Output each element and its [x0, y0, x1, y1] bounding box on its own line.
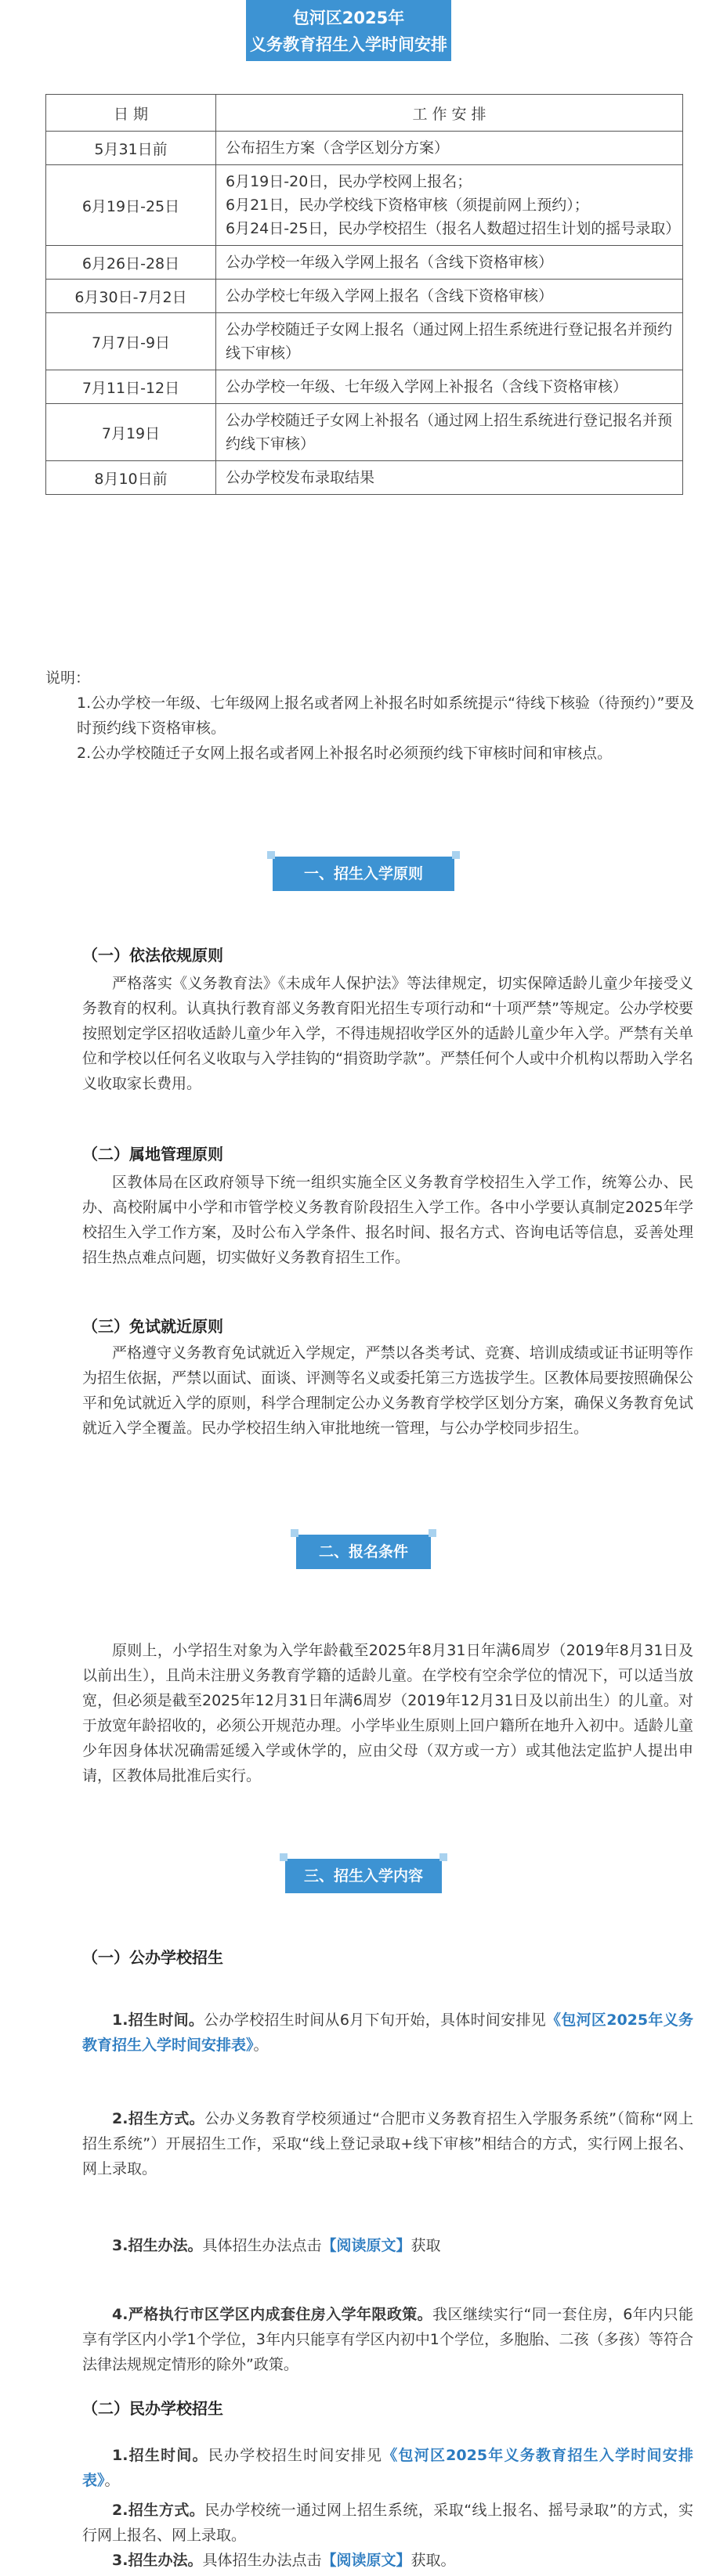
schedule-work	[216, 165, 683, 246]
link-schedule-public[interactable]: 《包河区2025年义务教育招生入学时间安排表》	[82, 2011, 693, 2054]
label-private-time: 1.招生时间。	[112, 2447, 208, 2464]
schedule-date: 6月30日-7月2日	[46, 280, 216, 313]
label-private-method: 2.招生方式。	[112, 2502, 205, 2519]
schedule-work	[216, 132, 683, 165]
text-public-housing: 我区继续实行“同一套住房，6年内只能享有学区内小学1个学位，3年内只能享有学区内初中1个学位，多胞胎、二孩（多孩）等符合法律法规规定情形的除外”政策。	[82, 2306, 693, 2373]
table-row	[46, 404, 683, 461]
schedule-work-line: 公办学校一年级、七年级入学网上补报名（含线下资格审核）	[226, 378, 628, 395]
table-row	[46, 461, 683, 495]
paragraph-public-method	[82, 2106, 693, 2181]
subheading-private: （二）民办学校招生	[82, 2399, 223, 2418]
schedule-date: 6月19日-25日	[46, 165, 216, 246]
title-line-1: 包河区2025年	[292, 9, 405, 27]
schedule-work	[216, 313, 683, 370]
page-title-banner	[246, 0, 451, 81]
section-tag-eligibility: 二、报名条件	[296, 1535, 431, 1569]
label-public-method: 2.招生方式。	[112, 2110, 205, 2127]
table-row	[46, 165, 683, 246]
text-private-time: 民办学校招生时间安排见	[208, 2447, 383, 2464]
header-date: 日 期	[46, 95, 216, 132]
paragraph-exam-free: 严格遵守义务教育免试就近入学规定，严禁以各类考试、竞赛、培训成绩或证书证明等作为招生依据，严禁以面试、面谈、评测等名义或委托第三方选拔学生。区教体局要按照确保公平和免试就近入学的原则，科学合理制定公办义务教育学校学区划分方案，确保义务教育免试就近入学全覆盖。民办学校招生纳入审批地统一管理，与公办学校同步招生。	[82, 1344, 693, 1437]
schedule-work-line: 公办学校一年级入学网上报名（含线下资格审核）	[226, 254, 554, 271]
paragraph-private-method	[82, 2498, 693, 2548]
header-work: 工 作 安 排	[216, 95, 683, 132]
table-row	[46, 132, 683, 165]
table-row	[46, 370, 683, 404]
note-item-1: 1.公办学校一年级、七年级网上报名或者网上补报名时如系统提示“待线下核验（待预约）”要及时预约线下资格审核。	[77, 695, 695, 737]
subheading-exam-free: （三）免试就近原则	[82, 1317, 223, 1336]
paragraph-territorial: 区教体局在区政府领导下统一组织实施全区义务教育学校招生入学工作，统筹公办、民办、高校附属中小学和市管学校义务教育阶段招生入学工作。各中小学要认真制定2025年学校招生入学工作方案，及时公布入学条件、报名时间、报名方式、咨询电话等信息，妥善处理招生热点难点问题，切实做好义务教育招生工作。	[82, 1174, 693, 1266]
schedule-date: 5月31日前	[46, 132, 216, 165]
label-public-rules: 3.招生办法。	[112, 2237, 203, 2254]
schedule-work	[216, 404, 683, 461]
notes-heading: 说明：	[45, 669, 91, 687]
end-private-rules: 获取。	[411, 2552, 456, 2569]
schedule-body	[46, 132, 683, 495]
end-private-time: 。	[104, 2472, 120, 2489]
schedule-work-line: 公布招生方案（含学区划分方案）	[226, 139, 450, 157]
paragraph-public-time	[82, 2008, 693, 2058]
schedule-table	[45, 94, 683, 495]
text-public-time: 公办学校招生时间从6月下旬开始，具体时间安排见	[204, 2011, 547, 2029]
text-public-method: 公办义务教育学校须通过“合肥市义务教育招生入学服务系统”（简称“网上招生系统”）开展招生工作，采取“线上登记录取+线下审核”相结合的方式，实行网上报名、网上录取。	[82, 2110, 693, 2177]
paragraph-law: 严格落实《义务教育法》《未成年人保护法》等法律规定，切实保障适龄儿童少年接受义务教育的权利。认真执行教育部义务教育阳光招生专项行动和“十项严禁”等规定。公办学校要按照划定学区招收适龄儿童少年入学，不得违规招收学区外的适龄儿童少年入学。严禁有关单位和学校以任何名义收取与入学挂钩的“捐资助学款”。严禁任何个人或中介机构以帮助入学名义收取家长费用。	[82, 975, 693, 1092]
label-public-time: 1.招生时间。	[112, 2011, 204, 2029]
schedule-date: 7月11日-12日	[46, 370, 216, 404]
schedule-work	[216, 246, 683, 280]
text-private-rules: 具体招生办法点击	[202, 2552, 322, 2569]
paragraph-eligibility: 原则上，小学招生对象为入学年龄截至2025年8月31日年满6周岁（2019年8月31日及以前出生），且尚未注册义务教育学籍的适龄儿童。在学校有空余学位的情况下，可以适当放宽，但必须是截至2025年12月31日年满6周岁（2019年12月31日及以前出生）的儿童。对于放宽年龄招收的，必须公开规范办理。小学毕业生原则上回户籍所在地升入初中。适龄儿童少年因身体状况确需延缓入学或休学的，应由父母（双方或一方）或其他法定监护人提出申请，区教体局批准后实行。	[82, 1642, 693, 1784]
end-public-rules: 获取	[411, 2237, 441, 2254]
subheading-territorial: （二）属地管理原则	[82, 1145, 223, 1164]
text-private-method: 民办学校统一通过网上招生系统，采取“线上报名、摇号录取”的方式，实行网上报名、网上录取。	[82, 2502, 693, 2544]
section-tag-principles: 一、招生入学原则	[273, 857, 454, 891]
section-tag-content: 三、招生入学内容	[285, 1859, 442, 1893]
schedule-work-line: 公办学校随迁子女网上报名（通过网上招生系统进行登记报名并预约线下审核）	[226, 321, 673, 362]
note-item-2: 2.公办学校随迁子女网上报名或者网上补报名时必须预约线下审核时间和审核点。	[77, 745, 613, 762]
schedule-work-line: 公办学校七年级入学网上报名（含线下资格审核）	[226, 287, 554, 305]
label-public-housing: 4.严格执行市区学区内成套住房入学年限政策。	[112, 2306, 433, 2323]
label-private-rules: 3.招生办法。	[112, 2552, 203, 2569]
table-row	[46, 313, 683, 370]
schedule-date: 8月10日前	[46, 461, 216, 495]
end-public-time: 。	[253, 2037, 269, 2054]
link-schedule-private[interactable]: 《包河区2025年义务教育招生入学时间安排表》	[82, 2447, 693, 2489]
text-public-rules: 具体招生办法点击	[202, 2237, 322, 2254]
schedule-work-line: 公办学校发布录取结果	[226, 469, 375, 486]
schedule-date: 7月7日-9日	[46, 313, 216, 370]
schedule-work-line: 公办学校随迁子女网上补报名（通过网上招生系统进行登记报名并预约线下审核）	[226, 412, 673, 453]
link-read-original-public[interactable]: 【阅读原文】	[321, 2237, 411, 2254]
table-row	[46, 280, 683, 313]
schedule-work-line: 6月24日-25日，民办学校招生（报名人数超过招生计划的摇号录取）	[226, 220, 681, 237]
subheading-law: （一）依法依规原则	[82, 946, 223, 965]
schedule-date: 6月26日-28日	[46, 246, 216, 280]
paragraph-private-rules	[82, 2548, 693, 2573]
notes	[45, 666, 696, 766]
subheading-public: （一）公办学校招生	[82, 1948, 223, 1967]
link-read-original-private[interactable]: 【阅读原文】	[321, 2552, 411, 2569]
schedule-date: 7月19日	[46, 404, 216, 461]
paragraph-public-housing	[82, 2302, 693, 2377]
schedule-work	[216, 461, 683, 495]
schedule-work	[216, 280, 683, 313]
schedule-work-line: 6月21日，民办学校线下资格审核（须提前网上预约）；	[226, 197, 589, 214]
title-line-2: 义务教育招生入学时间安排表	[250, 35, 447, 81]
table-row	[46, 246, 683, 280]
table-header-row	[46, 95, 683, 132]
schedule-work	[216, 370, 683, 404]
schedule-work-line: 6月19日-20日，民办学校网上报名；	[226, 173, 472, 190]
paragraph-public-rules	[82, 2233, 693, 2258]
paragraph-private-time	[82, 2443, 693, 2493]
